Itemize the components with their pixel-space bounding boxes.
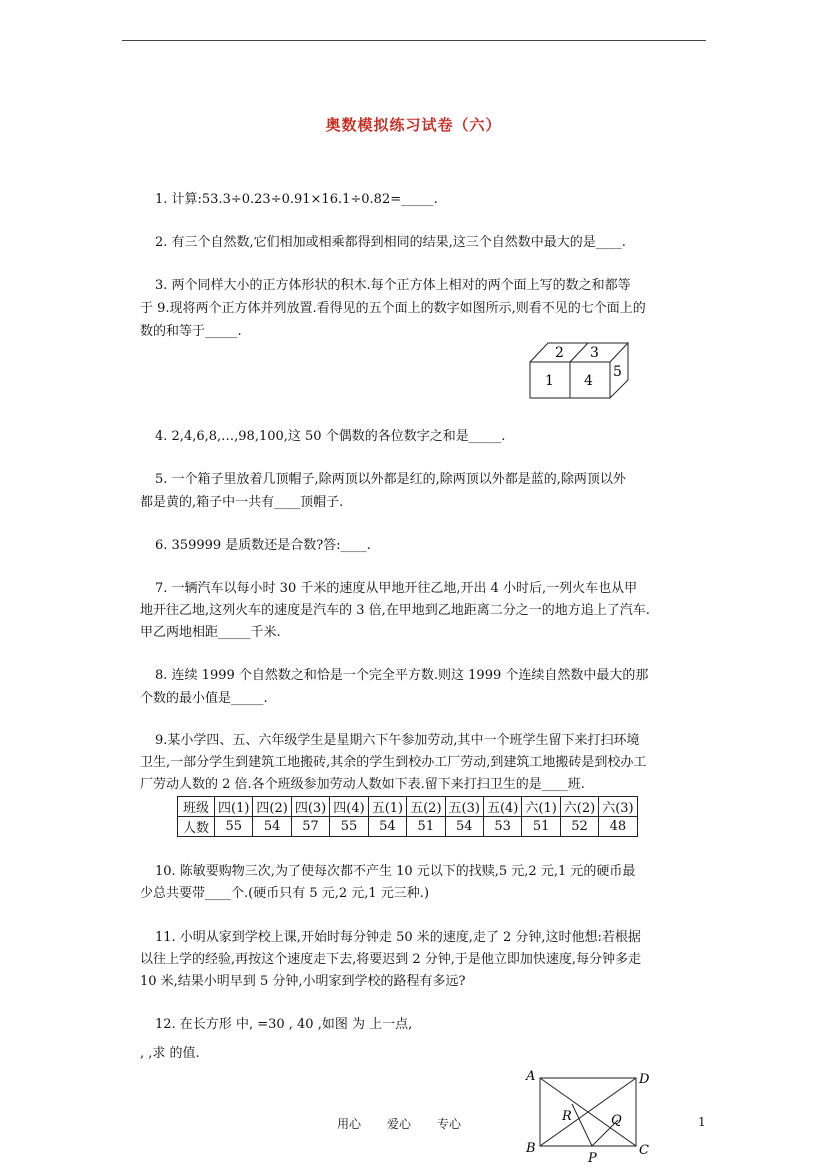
point-label-p: P (588, 1151, 597, 1166)
rectangle-figure (520, 1066, 660, 1166)
table-cell: 54 (368, 817, 406, 837)
table-cell: 51 (522, 817, 560, 837)
class-count-table (177, 796, 638, 837)
table-cell: 五(3) (445, 797, 483, 817)
problem-8-line-1: 8. 连续 1999 个自然数之和恰是一个完全平方数.则这 1999 个连续自然数中最大的那 (155, 668, 649, 683)
table-cell: 人数 (178, 817, 215, 837)
problem-9-line-2: 卫生,一部分学生到建筑工地搬砖,其余的学生到校办工厂劳动,到建筑工地搬砖是到校办工 (140, 755, 647, 770)
problem-5-line-1: 5. 一个箱子里放着几顶帽子,除两顶以外都是红的,除两顶以外都是蓝的,除两顶以外 (155, 472, 626, 487)
table-cell: 55 (330, 817, 368, 837)
table-row (178, 817, 638, 837)
problem-12-line-2: , ,求 的值. (140, 1046, 200, 1061)
table-cell: 57 (291, 817, 329, 837)
problem-3-line-3: 数的和等于_____. (140, 324, 242, 339)
problem-7-line-3: 甲乙两地相距_____千米. (140, 625, 281, 640)
table-cell: 五(4) (483, 797, 521, 817)
vertex-label-a: A (526, 1069, 536, 1084)
table-cell: 班级 (178, 797, 215, 817)
problem-8-line-2: 个数的最小值是_____. (140, 691, 268, 706)
table-cell: 六(3) (599, 797, 637, 817)
table-cell: 四(2) (253, 797, 291, 817)
problem-6: 6. 359999 是质数还是合数?答:____. (155, 538, 371, 553)
table-cell: 六(2) (560, 797, 598, 817)
cube-label-front-right: 4 (584, 373, 593, 389)
table-cell: 54 (253, 817, 291, 837)
table-cell: 六(1) (522, 797, 560, 817)
problem-2: 2. 有三个自然数,它们相加或相乘都得到相同的结果,这三个自然数中最大的是____. (155, 235, 626, 250)
page-number: 1 (698, 1115, 706, 1129)
page-title: 奥数模拟练习试卷（六） (325, 116, 502, 134)
table-cell: 55 (215, 817, 253, 837)
table-cell: 54 (445, 817, 483, 837)
problem-11-line-2: 以往上学的经验,再按这个速度走下去,将要迟到 2 分钟,于是他立即加快速度,每分钟多走 (140, 952, 642, 967)
footer-text-2: 爱心 (387, 1117, 412, 1131)
vertex-label-b: B (526, 1141, 536, 1156)
table-cell: 51 (407, 817, 445, 837)
table-cell: 48 (599, 817, 637, 837)
point-label-r: R (562, 1109, 572, 1124)
table-cell: 四(4) (330, 797, 368, 817)
problem-11-line-3: 10 米,结果小明早到 5 分钟,小明家到学校的路程有多远? (140, 974, 466, 989)
table-cell: 53 (483, 817, 521, 837)
header-rule (122, 40, 706, 41)
cube-figure (526, 340, 630, 400)
vertex-label-c: C (639, 1143, 649, 1158)
footer-text-1: 用心 (337, 1117, 362, 1131)
problem-4: 4. 2,4,6,8,…,98,100,这 50 个偶数的各位数字之和是_____. (155, 429, 506, 444)
problem-10-line-2: 少总共要带____个.(硬币只有 5 元,2 元,1 元三种.) (140, 886, 430, 901)
problem-5-line-2: 都是黄的,箱子中一共有____顶帽子. (140, 495, 344, 510)
table-cell: 五(1) (368, 797, 406, 817)
footer-text-3: 专心 (437, 1117, 462, 1131)
table-cell: 四(1) (215, 797, 253, 817)
problem-11-line-1: 11. 小明从家到学校上课,开始时每分钟走 50 米的速度,走了 2 分钟,这时他想:若根据 (155, 930, 641, 945)
table-header-row (178, 797, 638, 817)
problem-3-line-1: 3. 两个同样大小的正方体形状的积木.每个正方体上相对的两个面上写的数之和都等 (155, 278, 631, 293)
problem-9-line-1: 9.某小学四、五、六年级学生是星期六下午参加劳动,其中一个班学生留下来打扫环境 (155, 733, 640, 748)
problem-7-line-2: 地开往乙地,这列火车的速度是汽车的 3 倍,在甲地到乙地距离二分之一的地方追上了汽车. (140, 603, 650, 618)
problem-7-line-1: 7. 一辆汽车以每小时 30 千米的速度从甲地开往乙地,开出 4 小时后,一列火车也从甲 (155, 581, 638, 596)
cube-label-side: 5 (613, 364, 622, 380)
problem-9-line-3: 厂劳动人数的 2 倍.各个班级参加劳动人数如下表.留下来打扫卫生的是____班. (140, 777, 585, 792)
cube-label-top-left: 2 (555, 345, 564, 361)
table-cell: 52 (560, 817, 598, 837)
problem-3-line-2: 于 9.现将两个正方体并列放置.看得见的五个面上的数字如图所示,则看不见的七个面上的 (140, 301, 646, 316)
table-cell: 五(2) (407, 797, 445, 817)
problem-12-line-1: 12. 在长方形 中, =30 , 40 ,如图 为 上一点, (155, 1017, 413, 1032)
problem-1: 1. 计算:53.3÷0.23÷0.91×16.1÷0.82=_____. (155, 192, 438, 207)
point-label-q: Q (611, 1113, 622, 1128)
vertex-label-d: D (639, 1072, 650, 1087)
problem-10-line-1: 10. 陈敏要购物三次,为了使每次都不产生 10 元以下的找赎,5 元,2 元,1 元的硬币最 (155, 864, 636, 879)
table-cell: 四(3) (291, 797, 329, 817)
cube-label-top-right: 3 (590, 345, 599, 361)
cube-label-front-left: 1 (545, 373, 554, 389)
